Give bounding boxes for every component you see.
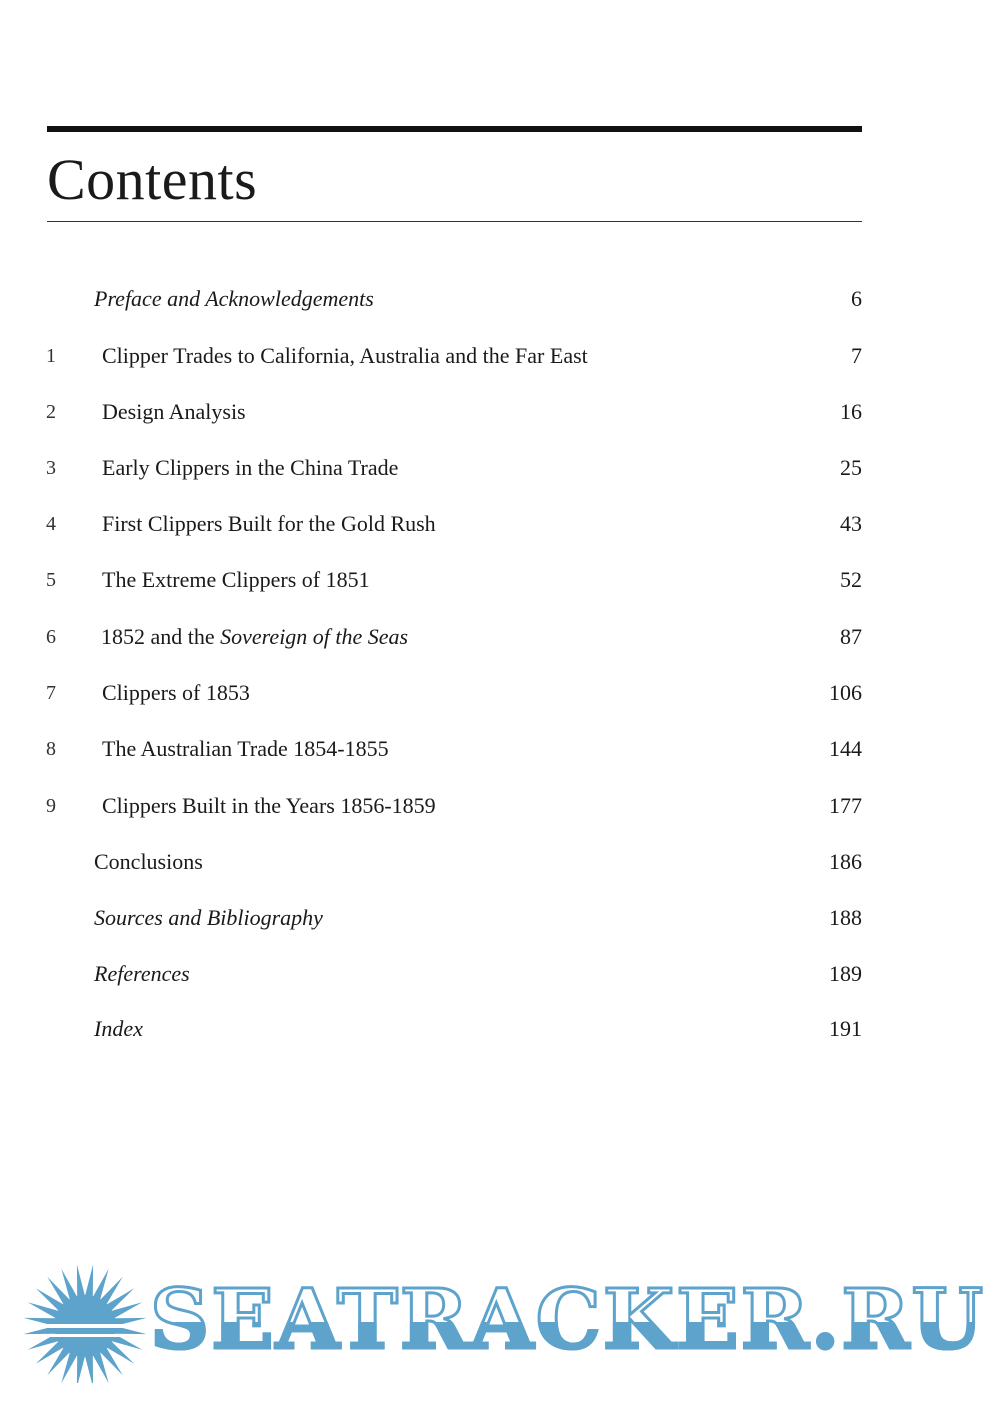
toc-entry-title-italic: Sovereign of the Seas	[220, 624, 409, 649]
toc-entry-page: 191	[829, 1016, 862, 1041]
toc-entry-title: The Australian Trade 1854-1855	[102, 736, 389, 761]
toc-entry-preface[interactable]	[0, 279, 991, 319]
toc-entry-index[interactable]	[0, 1009, 991, 1049]
toc-entry-page: 87	[840, 624, 862, 649]
toc-entry-chapter-9[interactable]	[0, 786, 991, 826]
toc-entry-title: References	[94, 961, 190, 986]
toc-entry-page: 106	[829, 680, 862, 705]
toc-entry-references[interactable]	[0, 954, 991, 994]
page-title: Contents	[47, 147, 258, 212]
toc-entry-title: Preface and Acknowledgements	[94, 286, 374, 311]
toc-entry-page: 144	[829, 736, 862, 761]
toc-entry-title: Clippers Built in the Years 1856-1859	[102, 793, 436, 818]
toc-entry-page: 25	[840, 455, 862, 480]
toc-entry-chapter-7[interactable]	[0, 673, 991, 713]
sun-icon	[20, 1258, 150, 1383]
toc-entry-number: 5	[46, 569, 56, 591]
toc-entry-title: First Clippers Built for the Gold Rush	[102, 511, 436, 536]
toc-entry-chapter-5[interactable]	[0, 560, 991, 600]
toc-entry-page: 186	[829, 849, 862, 874]
toc-entry-number: 3	[46, 457, 56, 479]
toc-entry-title: Clipper Trades to California, Australia and the Far East	[102, 343, 588, 368]
toc-entry-page: 52	[840, 567, 862, 592]
toc-entry-title-prefix: 1852 and the	[101, 624, 221, 649]
toc-entry-title: Sources and Bibliography	[94, 905, 323, 930]
toc-entry-title	[101, 617, 408, 657]
toc-entry-page: 177	[829, 793, 862, 818]
toc-entry-page: 189	[829, 961, 862, 986]
toc-entry-title: Conclusions	[94, 849, 203, 874]
watermark	[20, 1258, 986, 1383]
toc-entry-number: 8	[46, 738, 56, 760]
toc-entry-title: Index	[94, 1016, 143, 1041]
title-underline	[47, 221, 862, 222]
toc-entry-number: 1	[46, 345, 56, 367]
toc-entry-title: Clippers of 1853	[102, 680, 250, 705]
toc-entry-title: The Extreme Clippers of 1851	[102, 567, 370, 592]
toc-entry-chapter-4[interactable]	[0, 504, 991, 544]
toc-entry-page: 188	[829, 905, 862, 930]
toc-entry-page: 7	[851, 343, 862, 368]
toc-entry-title: Design Analysis	[102, 399, 246, 424]
toc-entry-page: 6	[851, 286, 862, 311]
watermark-text: SEATRACKER.RU	[150, 1272, 986, 1368]
toc-entry-number: 4	[46, 513, 56, 535]
toc-entry-number: 2	[46, 401, 56, 423]
toc-entry-chapter-1[interactable]	[0, 336, 991, 376]
toc-entry-chapter-6[interactable]	[0, 617, 991, 657]
toc-entry-page: 16	[840, 399, 862, 424]
toc-entry-chapter-8[interactable]	[0, 729, 991, 769]
toc-entry-title: Early Clippers in the China Trade	[102, 455, 399, 480]
toc-entry-number: 7	[46, 682, 56, 704]
toc-entry-conclusions[interactable]	[0, 842, 991, 882]
toc-entry-page: 43	[840, 511, 862, 536]
toc-entry-chapter-2[interactable]	[0, 392, 991, 432]
toc-entry-chapter-3[interactable]	[0, 448, 991, 488]
toc-entry-number: 6	[46, 626, 56, 648]
top-rule	[47, 126, 862, 132]
toc-entry-number: 9	[46, 795, 56, 817]
toc-entry-sources[interactable]	[0, 898, 991, 938]
